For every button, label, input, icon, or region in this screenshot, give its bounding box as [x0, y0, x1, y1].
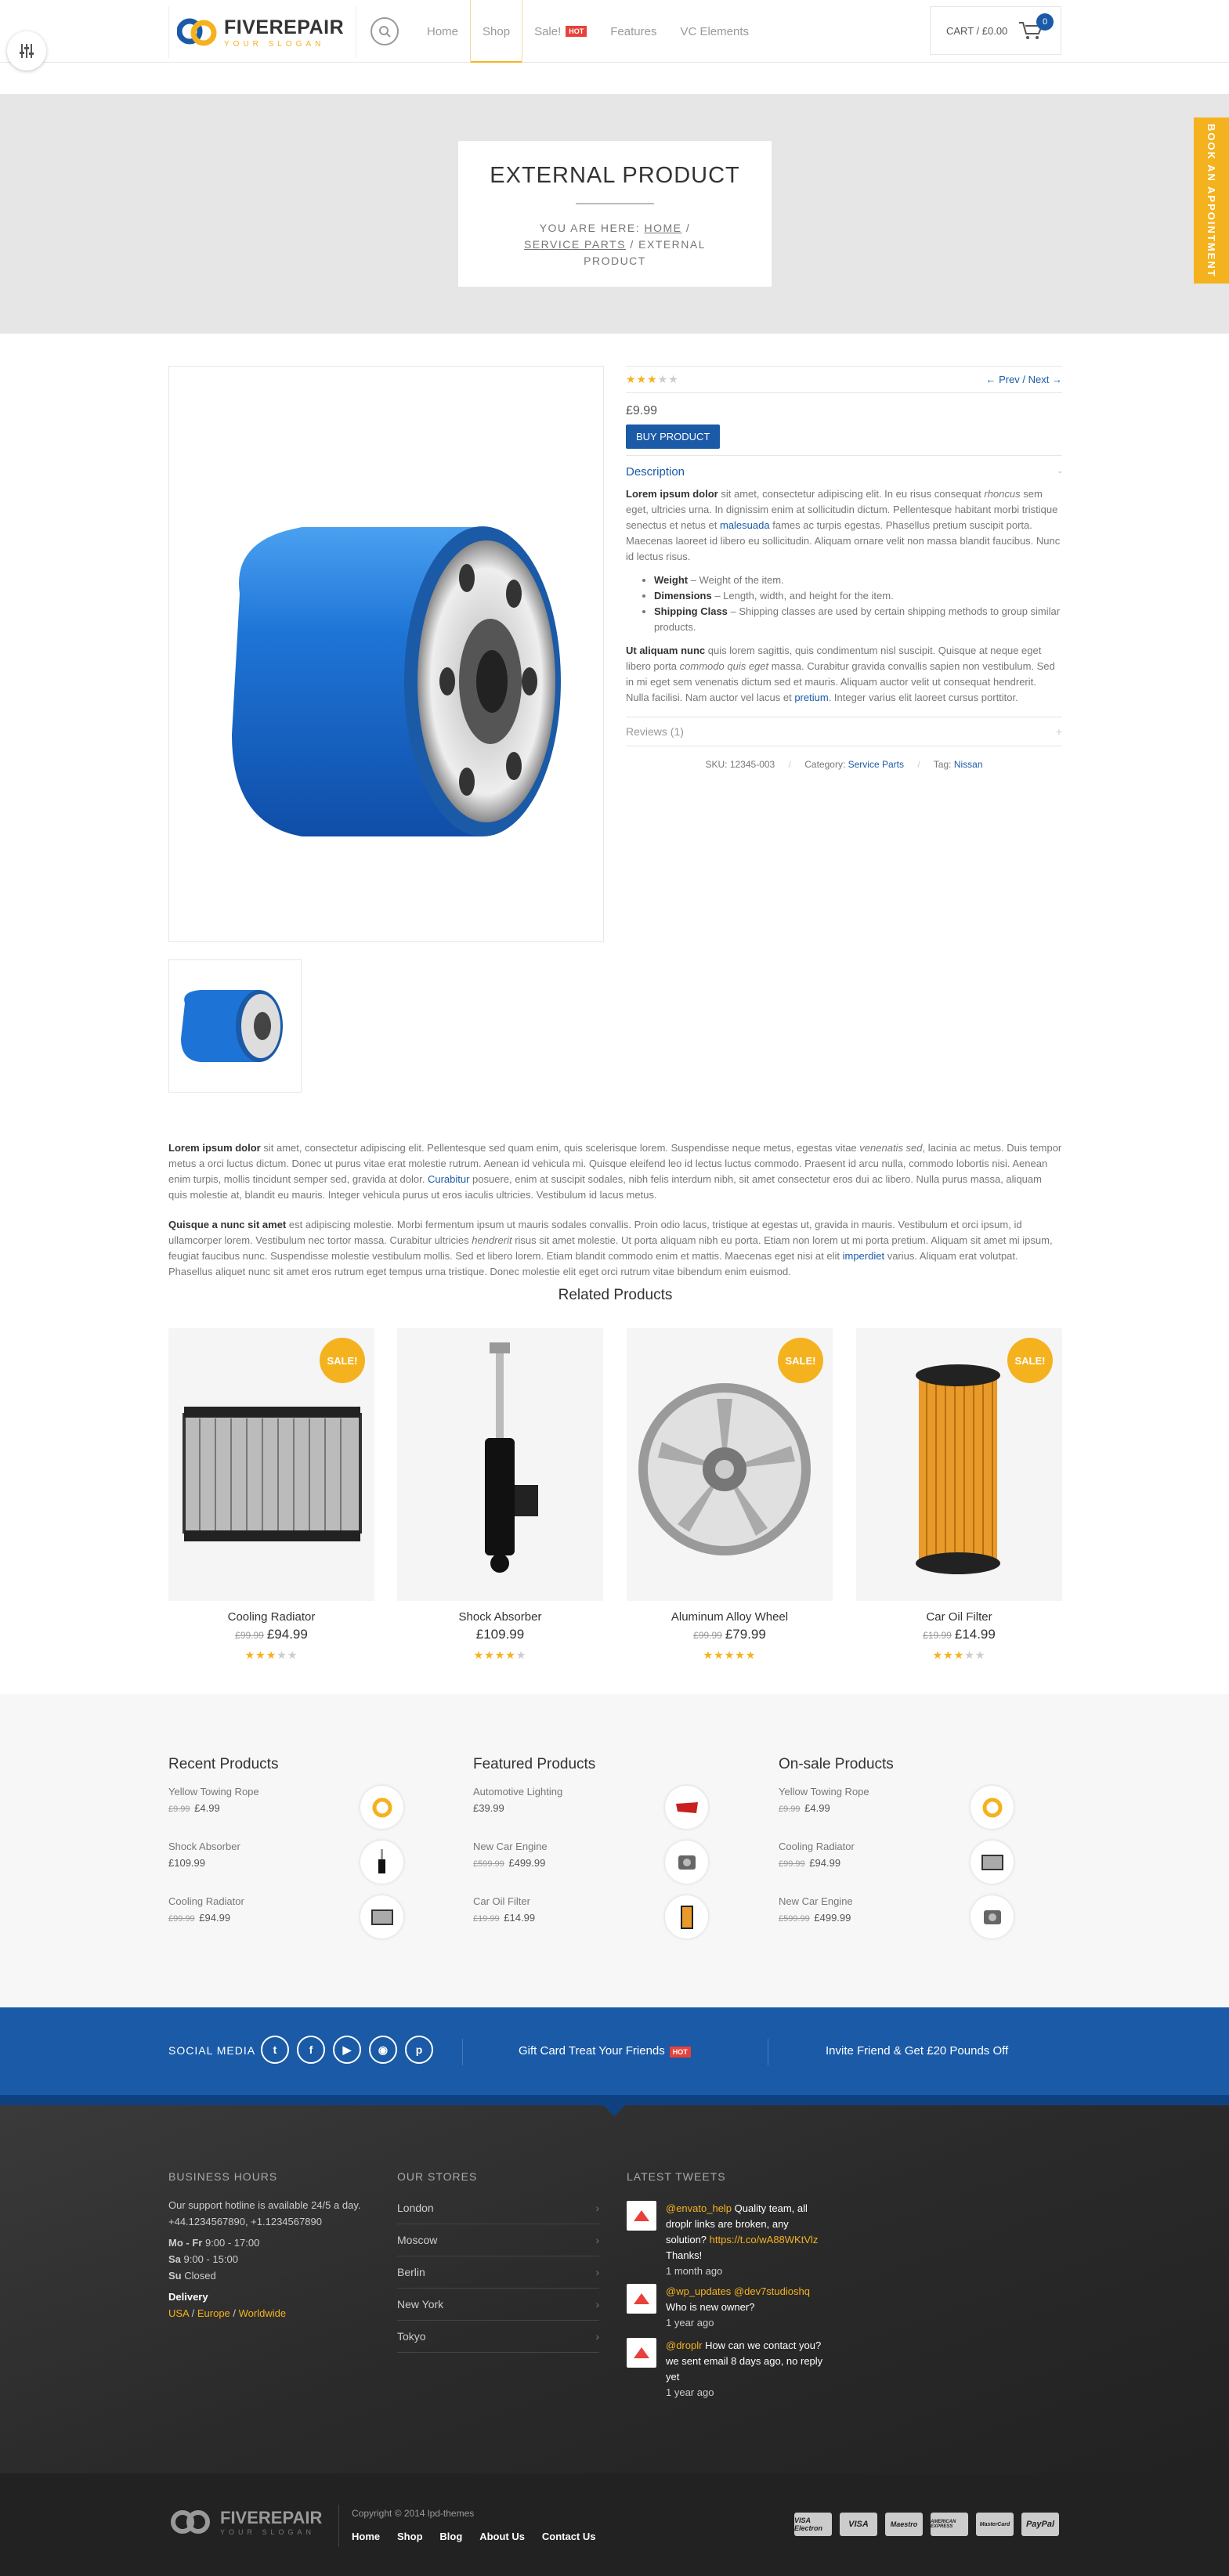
category-link[interactable]: Service Parts	[848, 759, 904, 770]
old-price: £99.99	[779, 1859, 805, 1869]
chevron-right-icon: ›	[595, 2202, 599, 2214]
related-product-name[interactable]: Aluminum Alloy Wheel	[671, 1610, 789, 1624]
footer-link-contact[interactable]: Contact Us	[541, 2531, 596, 2542]
widget-item[interactable]	[473, 1786, 708, 1841]
buy-product-button[interactable]: BUY PRODUCT	[626, 425, 720, 449]
footer-nav	[352, 2530, 609, 2542]
widget-item-name[interactable]: Yellow Towing Rope	[779, 1786, 869, 1797]
time: 9:00 - 17:00	[204, 2237, 260, 2249]
sale-badge: SALE!	[1007, 1338, 1053, 1383]
widget-item-price: £39.99	[473, 1802, 504, 1814]
widget-item-name[interactable]: Car Oil Filter	[473, 1895, 530, 1907]
price: £94.99	[199, 1912, 231, 1924]
price: £4.99	[194, 1802, 220, 1814]
widget-item-name[interactable]: Shock Absorber	[168, 1841, 240, 1852]
site-logo[interactable]	[168, 6, 356, 58]
widget-item[interactable]	[779, 1841, 1014, 1895]
desc-text: fames ac turpis egestas. Phasellus pretium suscipit porta. Maecenas laoreet id libero eu sollicitudin. Aliquam ornare velit non massa blandit faucibus. Nunc id lectus risus.	[626, 519, 1061, 562]
region-link[interactable]: Worldwide	[238, 2307, 287, 2319]
product-main-image[interactable]	[168, 366, 604, 942]
gift-card-label: Gift Card Treat Your Friends	[519, 2044, 665, 2058]
widget-item[interactable]	[473, 1895, 708, 1950]
desc-text: risus sit amet molestie. Ut porta aliquam nibh eu porta. Etiam non lorem ut mi porta pretium. Aliquam sit amet mi ipsum, feugiat faucibus nunc. Suspendisse molestie vestibulum mollis. Sed et libero lorem. Etiam blandit commodo enim et mattis. Maecenas eget nisi at elit	[168, 1234, 1053, 1262]
page-hero	[0, 94, 1229, 334]
desc-italic: rhoncus	[984, 488, 1021, 500]
breadcrumb	[458, 220, 772, 269]
copyright: Copyright © 2014 lpd-themes	[352, 2508, 475, 2519]
site-header	[0, 0, 1229, 63]
related-product-price	[168, 1627, 374, 1642]
store-name: Tokyo	[397, 2330, 426, 2343]
desc-italic: hendrerit	[472, 1234, 512, 1246]
twitter-avatar-icon	[627, 2284, 656, 2314]
facebook-icon[interactable]: f	[297, 2036, 325, 2064]
tab-reviews-label: Reviews (1)	[626, 725, 684, 738]
widget-item-name[interactable]: Cooling Radiator	[779, 1841, 855, 1852]
nav-vc-elements[interactable]	[668, 0, 761, 63]
store-name: New York	[397, 2298, 444, 2310]
tweet-text: Thanks!	[666, 2249, 703, 2261]
sku-value: 12345-003	[729, 759, 775, 770]
feature-name: Dimensions	[654, 590, 712, 602]
cart-button[interactable]	[930, 6, 1061, 55]
nav-features[interactable]	[598, 0, 668, 63]
visa-icon: VISA	[840, 2513, 877, 2536]
old-price: £9.99	[168, 1805, 190, 1814]
desc-text: quis lorem sagittis, quis condimentum nisl suscipit. Quisque at neque eget libero porta	[626, 645, 1042, 672]
shock-absorber-icon	[397, 1328, 603, 1601]
desc-italic: commodo quis eget	[679, 660, 769, 672]
tail-light-icon	[665, 1786, 708, 1829]
our-stores	[397, 2170, 599, 2353]
amex-icon: AMERICAN EXPRESS	[931, 2513, 968, 2536]
tag-label: Tag:	[933, 759, 952, 770]
chevron-right-icon: ›	[595, 2298, 599, 2310]
logo-name: FIVEREPAIR	[220, 2508, 323, 2527]
tab-reviews[interactable]	[626, 717, 1062, 746]
phone-numbers: +44.1234567890, +1.1234567890	[168, 2216, 322, 2227]
recent-products-widget	[168, 1756, 403, 1950]
logo-slogan: YOUR SLOGAN	[224, 39, 325, 49]
old-price: £99.99	[168, 1914, 195, 1924]
footer-logo[interactable]	[168, 2506, 322, 2538]
product-description	[626, 486, 1062, 706]
hours-row	[168, 2235, 372, 2251]
visa-electron-icon: VISA Electron	[794, 2513, 832, 2536]
maestro-icon: Maestro	[885, 2513, 923, 2536]
widget-title: On-sale Products	[779, 1756, 894, 1772]
tweet-time: 1 month ago	[666, 2265, 723, 2277]
hero-title-box	[458, 141, 772, 287]
divider	[462, 2039, 463, 2065]
logo-mark-icon	[168, 2506, 215, 2538]
footer-title: BUSINESS HOURS	[168, 2170, 278, 2183]
related-product-name[interactable]: Cooling Radiator	[227, 1610, 316, 1624]
tweet-time: 1 year ago	[666, 2386, 714, 2398]
day: Mo - Fr	[168, 2237, 203, 2249]
nav-label: Shop	[483, 24, 511, 38]
divider	[338, 2505, 339, 2547]
towing-rope-icon	[971, 1786, 1014, 1829]
cart-label: CART / £0.00	[946, 24, 1008, 37]
desc-text: varius. Aliquam erat volutpat. Phasellus aliquet nunc sit amet eros rutrum eget tempus urna tristique. Donec molestie elit eget orci rutrum vitae bibendum enim euismod.	[168, 1250, 1018, 1277]
logo-mark-icon	[177, 14, 218, 50]
old-price: £9.99	[779, 1805, 801, 1814]
feature-text: – Length, width, and height for the item.	[714, 590, 894, 602]
prev-product-link[interactable]: ← Prev	[985, 374, 1020, 385]
widget-item-price: £109.99	[168, 1857, 205, 1869]
footer-title: OUR STORES	[397, 2170, 478, 2183]
desc-link[interactable]: imperdiet	[842, 1250, 885, 1262]
tweet-text: Who is new owner?	[666, 2301, 755, 2313]
widget-item[interactable]	[779, 1895, 1014, 1950]
business-hours	[168, 2170, 372, 2321]
tab-description[interactable]	[626, 465, 1062, 479]
sale-badge: SALE!	[778, 1338, 823, 1383]
twitter-avatar-icon	[627, 2201, 656, 2231]
widget-item[interactable]	[168, 1786, 403, 1841]
chevron-right-icon: ›	[595, 2234, 599, 2246]
breadcrumb-prefix: YOU ARE HERE:	[539, 222, 641, 234]
tweet-item	[627, 2338, 830, 2401]
engine-icon	[665, 1841, 708, 1884]
nav-home[interactable]	[415, 0, 470, 63]
tab-toggle-icon: -	[1058, 465, 1062, 479]
tab-toggle-icon: +	[1055, 725, 1062, 738]
old-price: £19.99	[923, 1630, 952, 1641]
price: £14.99	[504, 1912, 536, 1924]
book-appointment-tab[interactable]: BOOK AN APPOINTMENT	[1194, 117, 1229, 284]
related-product-price	[627, 1627, 833, 1642]
sale-badge: SALE!	[320, 1338, 365, 1383]
store-link[interactable]	[397, 2256, 599, 2289]
pinterest-icon[interactable]: p	[405, 2036, 433, 2064]
price: £94.99	[809, 1857, 841, 1869]
breadcrumb-current: EXTERNAL PRODUCT	[584, 238, 707, 267]
radiator-icon	[971, 1841, 1014, 1884]
cart-count-badge: 0	[1036, 13, 1054, 31]
price: £4.99	[804, 1802, 830, 1814]
related-product-price: £109.99	[475, 1627, 525, 1642]
widget-title: Recent Products	[168, 1756, 279, 1772]
related-product-card[interactable]	[397, 1328, 603, 1662]
old-price: £599.99	[473, 1859, 504, 1869]
list-item	[654, 588, 1062, 604]
next-product-link[interactable]: Next →	[1028, 374, 1062, 385]
region-link[interactable]: USA	[168, 2307, 190, 2319]
hotline-text: Our support hotline is available 24/5 a day.	[168, 2199, 361, 2211]
social-band	[0, 2007, 1229, 2105]
tag-link[interactable]: Nissan	[953, 759, 983, 770]
chevron-right-icon: ›	[595, 2330, 599, 2343]
feature-list	[626, 573, 1062, 635]
widget-item[interactable]	[168, 1841, 403, 1895]
nav-sale[interactable]	[522, 0, 598, 63]
radiator-icon	[360, 1895, 403, 1938]
nav-label: VC Elements	[680, 24, 750, 38]
twitter-avatar-icon	[627, 2338, 656, 2368]
shock-absorber-icon	[360, 1841, 403, 1884]
desc-text: est adipiscing molestie. Morbi fermentum ipsum ut mauris sodales convallis. Proin odio lacus, tristique at egestas ut, gravida in mauris. Vestibulum et orci ipsum, id ullamcorper lorem. Vestibulum nec tortor massa. Curabitur ultricies	[168, 1219, 1022, 1246]
product-widgets	[0, 1694, 1229, 2007]
store-link[interactable]	[397, 2289, 599, 2321]
day: Su	[168, 2270, 182, 2282]
old-price: £99.99	[693, 1630, 722, 1641]
mastercard-icon: MasterCard	[976, 2513, 1014, 2536]
breadcrumb-separator: /	[685, 222, 691, 234]
hot-badge: HOT	[566, 26, 587, 37]
delivery-label: Delivery	[168, 2291, 208, 2303]
store-name: Moscow	[397, 2234, 438, 2246]
footer-link-blog[interactable]: Blog	[439, 2531, 463, 2542]
tweet-time: 1 year ago	[666, 2317, 714, 2329]
feature-text: – Shipping classes are used by certain shipping methods to group similar products.	[654, 605, 1061, 633]
product-rating: ★★★★★	[932, 1649, 986, 1661]
desc-text: massa. Curabitur gravida convallis sapien non vestibulum. Sed in mi eget sem venenatis dictum sed et mauris. Aliquam auctor velit ut consequat hendrerit. Nulla facilisi. Nam auctor vel lacus et	[626, 660, 1055, 703]
tweet-link[interactable]: https://t.co/wA88WKtVlz	[709, 2234, 819, 2245]
breadcrumb-category[interactable]: SERVICE PARTS	[523, 238, 626, 251]
logo-slogan: YOUR SLOGAN	[220, 2528, 316, 2536]
store-name: Berlin	[397, 2266, 425, 2278]
time: 9:00 - 15:00	[183, 2253, 238, 2265]
title-divider	[576, 203, 654, 204]
desc-link[interactable]: pretium	[794, 692, 829, 703]
desc-bold: Lorem ipsum dolor	[626, 488, 718, 500]
related-product-card[interactable]	[627, 1328, 833, 1662]
related-product-name[interactable]: Car Oil Filter	[926, 1610, 992, 1624]
list-item	[654, 573, 1062, 588]
hot-badge: HOT	[670, 2047, 691, 2058]
desc-link[interactable]: Curabitur	[427, 1173, 470, 1185]
price: £79.99	[725, 1627, 766, 1642]
paypal-icon: PayPal	[1021, 2513, 1059, 2536]
tweet-text: Quality team, all droplr links are broken, any solution?	[666, 2202, 808, 2245]
related-product-card[interactable]	[856, 1328, 1062, 1662]
long-description	[168, 1140, 1062, 1280]
old-price: £19.99	[473, 1914, 500, 1924]
footer-link-shop[interactable]: Shop	[397, 2531, 423, 2542]
desc-bold: Lorem ipsum dolor	[168, 1142, 261, 1154]
product-rating: ★★★★★	[244, 1649, 298, 1661]
product-meta: SKU: 12345-003 / Category: Service Parts / Tag: Nissan	[626, 746, 1062, 770]
product-rating: ★★★★★	[626, 373, 679, 385]
desc-italic: venenatis sed	[859, 1142, 923, 1154]
twitter-icon[interactable]: t	[261, 2036, 289, 2064]
price: £14.99	[954, 1627, 996, 1642]
widget-title: Featured Products	[473, 1756, 596, 1772]
desc-text: sit amet, consectetur adipiscing elit. In eu risus consequat	[721, 488, 981, 500]
hours-row	[168, 2251, 372, 2267]
delivery-regions: USA / Europe / Worldwide	[168, 2307, 287, 2319]
tweet-item	[627, 2284, 830, 2331]
related-product-image	[627, 1328, 833, 1601]
tweet-handle[interactable]: @droplr	[666, 2339, 703, 2351]
store-link[interactable]	[397, 2224, 599, 2256]
breadcrumb-separator: /	[630, 238, 634, 251]
widget-item[interactable]	[779, 1786, 1014, 1841]
product-price: £9.99	[626, 404, 658, 417]
onsale-products-widget	[779, 1756, 1014, 1950]
widget-item-name[interactable]: New Car Engine	[473, 1841, 548, 1852]
region-link[interactable]: Europe	[197, 2307, 230, 2319]
tweet-handle[interactable]: @envato_help	[666, 2202, 732, 2214]
featured-products-widget	[473, 1756, 708, 1950]
store-link[interactable]	[397, 2192, 599, 2224]
desc-text: , lacinia ac metus. Duis tempor metus a orci luctus dictum. Donec ut purus vitae erat molestie rutrum. Aenean id vehicula mi. Quisque eleifend leo id lectus luctus commodo. Praesent id arcu nulla, commodo lobortis nisi. Aenean enim turpis, mollis tincidunt semper sed, gravida at dolor.	[168, 1142, 1062, 1185]
hours-row	[168, 2267, 372, 2284]
desc-bold: Quisque a nunc sit amet	[168, 1219, 287, 1230]
related-product-image	[856, 1328, 1062, 1601]
desc-text: sit amet, consectetur adipiscing elit. Pellentesque sed quam enim, quis scelerisque lorem. Suspendisse neque metus, egestas vitae	[263, 1142, 857, 1154]
social-icons	[261, 2036, 441, 2064]
nav-label: Sale!	[534, 24, 562, 38]
price: £499.99	[508, 1857, 546, 1869]
product-rating: ★★★★★	[703, 1649, 757, 1661]
desc-text: posuere, enim at suscipit sodales, nibh felis interdum nibh, sit amet consectetur eros dui ac libero. Nulla purus massa, aliquam quis molestie at, blandit eu mauris. Integer vehicula purus ut eros iaculis ultricies. Vestibulum id lacus metus.	[168, 1173, 1042, 1201]
invite-friend-link[interactable]: Invite Friend & Get £20 Pounds Off	[826, 2044, 1009, 2058]
related-product-image	[397, 1328, 603, 1601]
desc-text: . Integer varius elit laoreet cursus porttitor.	[828, 692, 1018, 703]
desc-link[interactable]: malesuada	[719, 519, 770, 531]
footer-title: LATEST TWEETS	[627, 2170, 726, 2183]
feature-text: – Weight of the item.	[690, 574, 784, 586]
old-price: £99.99	[235, 1630, 264, 1641]
feature-name: Shipping Class	[654, 605, 728, 617]
day: Sa	[168, 2253, 181, 2265]
oil-filter-image	[169, 367, 605, 943]
style-switcher-button[interactable]	[7, 31, 46, 70]
engine-icon	[971, 1895, 1014, 1938]
widget-item[interactable]	[168, 1895, 403, 1950]
tweet-text: How can we contact you? we sent email 8 days ago, no reply yet	[666, 2339, 823, 2383]
related-product-name[interactable]: Shock Absorber	[458, 1610, 542, 1624]
widget-item[interactable]	[473, 1841, 708, 1895]
search-icon	[378, 25, 391, 38]
price: £94.99	[266, 1627, 308, 1642]
sliders-icon	[18, 42, 35, 60]
nav-shop[interactable]	[470, 0, 522, 63]
chevron-right-icon: ›	[595, 2266, 599, 2278]
youtube-icon[interactable]: ▶	[333, 2036, 361, 2064]
related-title: Related Products	[558, 1287, 673, 1303]
social-media-label: SOCIAL MEDIA	[168, 2044, 256, 2057]
nav-label: Features	[610, 24, 657, 38]
related-product-image	[168, 1328, 374, 1601]
list-item	[654, 604, 1062, 635]
breadcrumb-home[interactable]: HOME	[644, 222, 682, 234]
category-label: Category:	[804, 759, 846, 770]
feature-name: Weight	[654, 574, 689, 586]
product-thumbnail[interactable]	[168, 959, 302, 1093]
old-price: £599.99	[779, 1914, 810, 1924]
store-link[interactable]	[397, 2321, 599, 2353]
logo-name: FIVEREPAIR	[224, 16, 345, 38]
widget-item-name[interactable]: Automotive Lighting	[473, 1786, 563, 1797]
footer-link-home[interactable]: Home	[352, 2531, 381, 2542]
nav-label: Home	[427, 24, 459, 38]
desc-bold: Ut aliquam nunc	[626, 645, 706, 656]
gift-card-link[interactable]	[519, 2044, 691, 2058]
widget-item-name[interactable]: Yellow Towing Rope	[168, 1786, 259, 1797]
footer-link-about[interactable]: About Us	[479, 2531, 525, 2542]
footer-notch-icon	[603, 2105, 625, 2116]
desc-text: sem eget, ultricies urna. In dignissim enim at sollicitudin dictum. Pellentesque habitant morbi tristique senectus et netus et	[626, 488, 1058, 531]
product-rating: ★★★★★	[473, 1649, 527, 1661]
towing-rope-icon	[360, 1786, 403, 1829]
band-underline	[0, 2095, 1229, 2105]
oil-filter-icon	[665, 1895, 708, 1938]
main-nav	[415, 0, 761, 63]
price: £499.99	[814, 1912, 851, 1924]
search-button[interactable]	[371, 17, 399, 45]
store-name: London	[397, 2202, 434, 2214]
rss-icon[interactable]: ◉	[369, 2036, 397, 2064]
related-product-card[interactable]	[168, 1328, 374, 1662]
tweet-handle[interactable]: @wp_updates @dev7studiosh​q	[666, 2285, 810, 2297]
payment-methods	[786, 2513, 1059, 2536]
related-product-price	[856, 1627, 1062, 1642]
time: Closed	[184, 2270, 216, 2282]
page-title: EXTERNAL PRODUCT	[490, 163, 740, 188]
tweet-item	[627, 2201, 830, 2279]
sku-label: SKU:	[705, 759, 728, 770]
widget-item-name[interactable]: Cooling Radiator	[168, 1895, 244, 1907]
widget-item-name[interactable]: New Car Engine	[779, 1895, 853, 1907]
tab-description-label: Description	[626, 465, 685, 479]
product-summary: ★★★★★ ← Prev / Next → £9.99 BUY PRODUCT Description - Lorem ipsum dolor sit amet, consectetur adipiscing elit. In eu risus consequat rhoncus sem eget, ultricies urna. In dignissim enim at sollicitudin dictum. Pellentesque habitant morbi tristique senectus et netus et malesuada fames ac turpis egestas. Phasellus pretium suscipit porta. Maecenas laoreet id libero eu sollicitudin. Aliquam ornare velit non massa blandit faucibus. Nunc id lectus risus. • Weight – Weight of the item. • Dimensions – Length, width, and height for the item. • Shipping Class – Shipping classes are used by certain shipping methods to group similar products. Ut aliquam nunc quis lorem sagittis, quis condimentum nisl suscipit. Quisque at neque eget libero porta commodo quis eget massa. Curabitur gravida convallis sapien non vestibulum. Sed in mi eget sem venenatis dictum sed et mauris. Aliquam auctor velit ut consequat hendrerit. Nulla facilisi. Nam auctor vel lacus et pretium. Integer varius elit laoreet cursus porttitor. Reviews (1) + SKU: 12345-003 / Category: Service Parts / Tag: Nissan	[626, 366, 1062, 770]
oil-filter-thumbnail-image	[169, 960, 301, 1092]
footer-bottom-bar	[0, 2473, 1229, 2576]
